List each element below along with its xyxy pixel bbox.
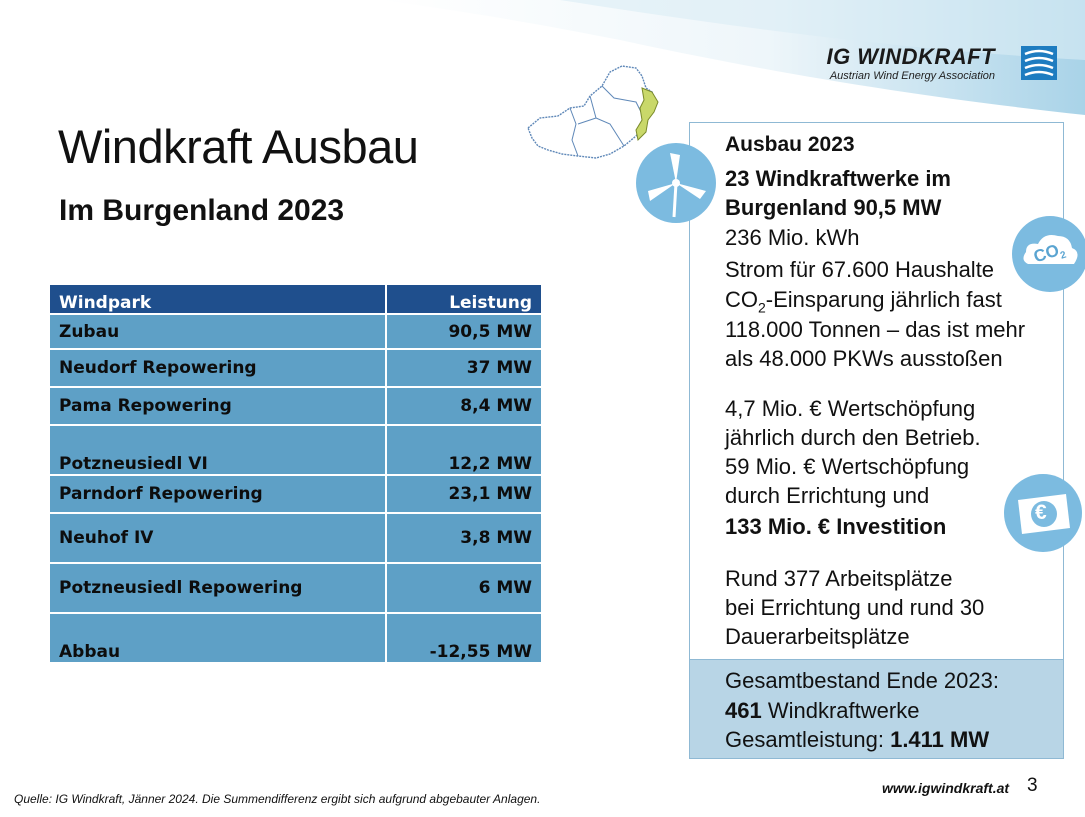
windpark-value: 37 MW <box>386 349 542 387</box>
summary-power-label: Gesamtleistung: <box>725 727 891 752</box>
info-line: 59 Mio. € Wertschöpfung <box>725 454 970 479</box>
windpark-value: -12,55 MW <box>386 613 542 663</box>
summary-line: Gesamtbestand Ende 2023: <box>725 668 999 693</box>
euro-symbol: € <box>1035 501 1047 524</box>
page-subtitle: Im Burgenland 2023 <box>59 194 345 227</box>
summary-box <box>689 659 1064 759</box>
page-title: Windkraft Ausbau <box>58 120 419 173</box>
co2-cloud-icon <box>1012 216 1085 292</box>
windpark-value: 8,4 MW <box>386 387 542 425</box>
wind-turbine-icon <box>636 143 716 223</box>
info-line: 4,7 Mio. € Wertschöpfung <box>725 396 976 421</box>
windpark-value: 23,1 MW <box>386 475 542 513</box>
co2-text: CO <box>725 287 758 312</box>
windpark-name: Pama Repowering <box>49 387 386 425</box>
logo-title: IG WINDKRAFT <box>826 44 995 69</box>
table-row <box>49 475 542 513</box>
page-number: 3 <box>1027 775 1038 796</box>
euro-banknote-icon <box>1004 474 1082 552</box>
info-line: 133 Mio. € Investition <box>725 514 947 539</box>
info-line: 236 Mio. kWh <box>725 225 860 250</box>
info-box <box>689 122 1064 661</box>
windpark-name: Abbau <box>49 613 386 663</box>
table-row <box>49 314 542 349</box>
windpark-name: Zubau <box>49 314 386 349</box>
windpark-value: 6 MW <box>386 563 542 613</box>
table-row <box>49 613 542 663</box>
info-line: durch Errichtung und <box>725 483 930 508</box>
website-link[interactable]: www.igwindkraft.at <box>882 780 1010 796</box>
info-line: 23 Windkraftwerke im <box>725 166 951 191</box>
windpark-name: Potzneusiedl Repowering <box>49 563 386 613</box>
table-row <box>49 513 542 563</box>
info-line: 118.000 Tonnen – das ist mehr <box>725 317 1026 342</box>
summary-power-line <box>725 725 989 755</box>
info-line: Rund 377 Arbeitsplätze <box>725 566 953 591</box>
logo-subtitle: Austrian Wind Energy Association <box>829 70 995 82</box>
windpark-name: Neuhof IV <box>49 513 386 563</box>
table-header-row <box>49 284 542 314</box>
table-row <box>49 563 542 613</box>
header-leistung: Leistung <box>386 284 542 314</box>
summary-count-line <box>725 696 919 726</box>
summary-power-value: 1.411 MW <box>890 727 990 752</box>
info-line: Dauerarbeitsplätze <box>725 624 910 649</box>
co2-subscript: 2 <box>758 299 766 316</box>
windpark-value: 90,5 MW <box>386 314 542 349</box>
info-line: Burgenland 90,5 MW <box>725 195 942 220</box>
table-row <box>49 425 542 475</box>
source-note: Quelle: IG Windkraft, Jänner 2024. Die Summendifferenz ergibt sich aufgrund abgebauter Anlagen. <box>14 792 541 806</box>
summary-count: 461 <box>725 698 762 723</box>
logo-wind-icon <box>1021 46 1057 80</box>
ig-windkraft-logo[interactable] <box>807 44 1057 88</box>
windpark-name: Neudorf Repowering <box>49 349 386 387</box>
info-heading: Ausbau 2023 <box>725 133 855 156</box>
table-row <box>49 349 542 387</box>
windpark-table <box>48 283 543 664</box>
windpark-name: Potzneusiedl VI <box>49 425 386 475</box>
header-windpark: Windpark <box>49 284 386 314</box>
co2-icon-subscript: 2 <box>1059 249 1068 262</box>
windpark-name: Parndorf Repowering <box>49 475 386 513</box>
info-line: Strom für 67.600 Haushalte <box>725 257 995 282</box>
windpark-value: 3,8 MW <box>386 513 542 563</box>
info-line: jährlich durch den Betrieb. <box>725 425 981 450</box>
table-row <box>49 387 542 425</box>
info-line: bei Errichtung und rund 30 <box>725 595 985 620</box>
co2-rest: -Einsparung jährlich fast <box>765 287 1002 312</box>
co2-icon-text: CO <box>1031 240 1062 267</box>
summary-count-label: Windkraftwerke <box>761 698 920 723</box>
windpark-value: 12,2 MW <box>386 425 542 475</box>
info-line: als 48.000 PKWs ausstoßen <box>725 346 1003 371</box>
